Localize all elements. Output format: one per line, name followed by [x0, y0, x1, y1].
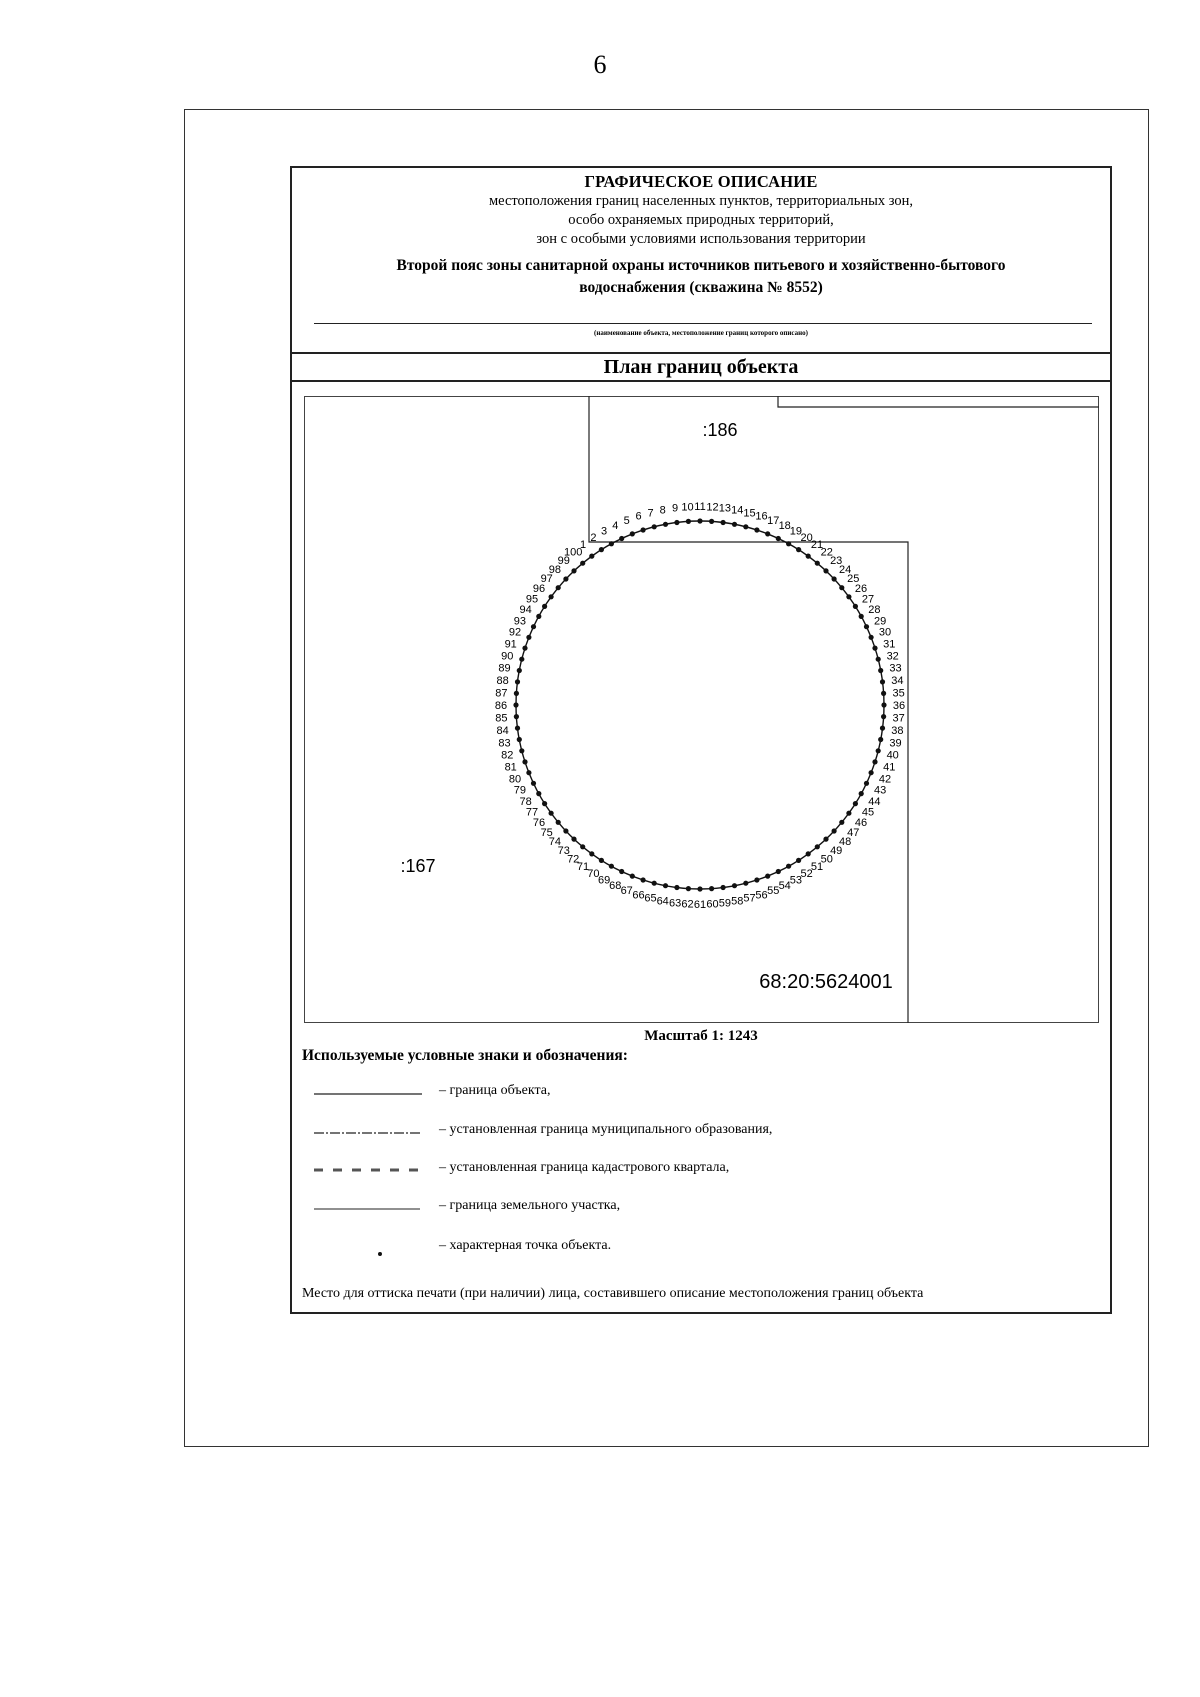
land-plot-boundary-line [589, 396, 908, 1023]
characteristic-point [776, 536, 781, 541]
characteristic-point [542, 801, 547, 806]
point-number-label: 19 [789, 525, 803, 538]
land-plot-boundary-line [778, 396, 1099, 407]
characteristic-point [519, 748, 524, 753]
legend-symbol-solid-line [314, 1085, 424, 1099]
legend-item-object-boundary [292, 1083, 1110, 1105]
characteristic-point [571, 568, 576, 573]
point-number-label: 57 [743, 892, 756, 905]
characteristic-point [754, 877, 759, 882]
characteristic-point [709, 519, 714, 524]
point-number-label: 5 [623, 515, 630, 527]
characteristic-point [580, 844, 585, 849]
characteristic-point [806, 554, 811, 559]
point-number-label: 13 [718, 502, 732, 515]
point-number-label: 82 [501, 749, 514, 762]
characteristic-point [663, 522, 668, 527]
plan-title: План границ объекта [292, 354, 1110, 382]
point-number-label: 46 [854, 817, 868, 829]
plan-frame [305, 397, 1099, 1023]
characteristic-point [796, 858, 801, 863]
point-number-label: 44 [868, 795, 881, 808]
point-number-label: 79 [513, 784, 527, 797]
legend-text: – установленная граница кадастрового квартала, [439, 1160, 730, 1175]
point-number-label: 56 [755, 889, 768, 902]
characteristic-point [641, 527, 646, 532]
characteristic-point [619, 869, 624, 874]
point-number-label: 85 [495, 712, 508, 725]
point-number-label: 39 [889, 737, 902, 750]
legend-item-characteristic-point [292, 1238, 1110, 1260]
subtitle-line: зон с особыми условиями использования территории [536, 231, 866, 247]
characteristic-point [878, 668, 883, 673]
point-number-label: 76 [532, 817, 546, 829]
subtitle-line: местоположения границ населенных пунктов, территориальных зон, [488, 193, 914, 209]
point-number-label: 6 [635, 510, 642, 523]
legend-text: – граница земельного участка, [439, 1198, 621, 1213]
object-name-line: водоснабжения (скважина № 8552) [579, 279, 823, 296]
characteristic-point [609, 541, 614, 546]
point-number-label: 64 [656, 895, 669, 908]
point-number-label: 1 [579, 539, 587, 551]
point-number-label: 12 [706, 501, 719, 514]
parcel-label-186: :186 [702, 420, 738, 440]
characteristic-point [674, 885, 679, 890]
point-number-label: 100 [564, 546, 583, 559]
legend-text: – характерная точка объекта. [439, 1238, 612, 1253]
point-number-label: 62 [681, 898, 694, 911]
point-number-label: 48 [838, 836, 852, 849]
characteristic-point [531, 624, 536, 629]
legend-text: – граница объекта, [439, 1083, 551, 1098]
characteristic-point [556, 585, 561, 590]
characteristic-point [563, 828, 568, 833]
point-number-label: 10 [681, 501, 694, 514]
point-number-label: 84 [496, 724, 509, 737]
point-number-label: 20 [800, 532, 813, 544]
characteristic-point [641, 877, 646, 882]
characteristic-point [853, 801, 858, 806]
point-number-label: 9 [672, 502, 679, 515]
point-number-label: 73 [557, 845, 570, 858]
characteristic-point [599, 547, 604, 552]
point-number-label: 35 [892, 687, 905, 700]
point-number-label: 16 [755, 510, 768, 523]
legend-symbol-dashed-line [314, 1162, 424, 1176]
characteristic-point [776, 869, 781, 874]
point-number-label: 96 [532, 583, 546, 595]
characteristic-point [549, 811, 554, 816]
characteristic-point [859, 791, 864, 796]
point-number-label: 38 [891, 724, 904, 737]
point-number-label: 27 [861, 593, 875, 606]
point-number-label: 40 [886, 749, 899, 762]
point-number-label: 97 [540, 573, 553, 586]
characteristic-point [536, 614, 541, 619]
point-number-label: 91 [504, 638, 517, 651]
point-number-label: 58 [731, 895, 744, 908]
characteristic-point [515, 726, 520, 731]
point-number-label: 55 [767, 885, 780, 897]
stamp-place-caption: Место для оттиска печати (при наличии) лица, составившего описание местоположения границ объекта [302, 1286, 924, 1301]
characteristic-point [522, 646, 527, 651]
cadastral-quarter-label: 68:20:5624001 [759, 971, 893, 993]
point-number-label: 18 [778, 519, 791, 532]
characteristic-point [542, 604, 547, 609]
point-number-label: 22 [820, 546, 833, 559]
point-number-label: 93 [513, 615, 527, 628]
point-number-label: 70 [587, 868, 600, 880]
point-number-label: 17 [767, 515, 780, 527]
characteristic-point [517, 668, 522, 673]
characteristic-point [876, 748, 881, 753]
legend-item-land-plot-boundary [292, 1198, 1110, 1220]
characteristic-point [872, 759, 877, 764]
point-number-label: 74 [548, 836, 562, 849]
characteristic-point [839, 585, 844, 590]
characteristic-point [881, 714, 886, 719]
characteristic-point [765, 531, 770, 536]
characteristic-point [536, 791, 541, 796]
characteristic-point [531, 781, 536, 786]
characteristic-point [663, 883, 668, 888]
characteristic-point [796, 547, 801, 552]
characteristic-point [609, 864, 614, 869]
boundary-plan-drawing [304, 396, 1099, 1023]
point-number-label: 45 [861, 806, 875, 819]
point-number-label: 11 [694, 501, 706, 513]
point-number-label: 29 [873, 615, 887, 628]
characteristic-point [549, 594, 554, 599]
characteristic-point [786, 541, 791, 546]
characteristic-point [517, 737, 522, 742]
point-number-label: 61 [693, 899, 707, 911]
characteristic-point [513, 702, 518, 707]
point-number-label: 28 [868, 604, 881, 617]
point-number-label: 15 [743, 507, 756, 520]
characteristic-point [880, 726, 885, 731]
point-number-label: 98 [548, 563, 562, 576]
characteristic-point [732, 883, 737, 888]
characteristic-point [526, 770, 531, 775]
characteristic-point [721, 520, 726, 525]
legend-symbol-dash-dot-line [314, 1124, 424, 1138]
legend-symbol-thin-line [314, 1200, 424, 1214]
characteristic-point [697, 518, 702, 523]
characteristic-point [832, 828, 837, 833]
point-number-label: 3 [601, 525, 608, 538]
point-number-label: 43 [873, 784, 887, 797]
characteristic-point [876, 657, 881, 662]
point-number-label: 63 [668, 897, 682, 910]
point-number-label: 86 [494, 700, 508, 712]
point-number-label: 90 [501, 650, 514, 663]
characteristic-point [514, 691, 519, 696]
characteristic-point [652, 881, 657, 886]
characteristic-point [754, 527, 759, 532]
characteristic-point [514, 714, 519, 719]
point-number-label: 26 [854, 583, 868, 595]
point-number-label: 54 [778, 880, 791, 893]
point-number-label: 59 [718, 897, 732, 910]
object-name-caption: (наименование объекта, местоположение границ которого описано) [594, 329, 808, 337]
characteristic-point [859, 614, 864, 619]
subtitle-line: особо охраняемых природных территорий, [568, 212, 834, 228]
characteristic-point [630, 531, 635, 536]
point-number-label: 25 [847, 573, 860, 586]
characteristic-point [872, 646, 877, 651]
characteristic-point [881, 691, 886, 696]
point-number-label: 89 [498, 662, 511, 675]
point-number-label: 65 [644, 892, 657, 905]
point-number-label: 81 [504, 761, 517, 774]
characteristic-point [709, 886, 714, 891]
point-number-label: 71 [576, 861, 590, 873]
characteristic-point [853, 604, 858, 609]
point-number-label: 66 [632, 889, 645, 902]
characteristic-point [880, 679, 885, 684]
point-number-label: 72 [567, 853, 580, 866]
object-name-line: Второй пояс зоны санитарной охраны источников питьевого и хозяйственно-бытового [396, 257, 1006, 274]
characteristic-point [697, 886, 702, 891]
characteristic-point [674, 520, 679, 525]
characteristic-point [846, 811, 851, 816]
point-number-label: 95 [525, 593, 539, 606]
characteristic-point [786, 864, 791, 869]
document-title: ГРАФИЧЕСКОЕ ОПИСАНИЕ [584, 172, 818, 191]
point-number-label: 49 [830, 845, 843, 858]
legend-symbol-point [314, 1240, 424, 1260]
point-number-label: 53 [789, 874, 803, 887]
graphic-description-form [290, 166, 1112, 1314]
point-number-label: 67 [620, 885, 633, 897]
object-name [292, 255, 1110, 299]
point-number-label: 42 [878, 773, 892, 786]
characteristic-point [846, 594, 851, 599]
point-number-label: 36 [892, 700, 906, 712]
point-number-label: 32 [886, 650, 899, 663]
point-number-label: 41 [883, 761, 896, 774]
characteristic-point [599, 858, 604, 863]
characteristic-point [652, 524, 657, 529]
parcel-label-167: :167 [400, 856, 436, 876]
point-number-label: 33 [889, 662, 902, 675]
point-number-label: 87 [495, 687, 508, 700]
characteristic-point [519, 657, 524, 662]
characteristic-point [864, 781, 869, 786]
form-header [292, 168, 1110, 354]
point-number-label: 80 [508, 773, 522, 786]
point-number-label: 24 [838, 563, 852, 576]
point-number-label: 2 [590, 532, 597, 544]
legend-text: – установленная граница муниципального образования, [439, 1122, 773, 1137]
point-number-label: 83 [498, 737, 511, 750]
characteristic-point [563, 576, 568, 581]
characteristic-point [823, 837, 828, 842]
point-number-label: 51 [810, 861, 824, 873]
point-number-label: 77 [525, 806, 539, 819]
characteristic-point [556, 820, 561, 825]
point-number-label: 50 [820, 853, 833, 866]
point-number-label: 21 [810, 539, 824, 551]
point-number-label: 99 [557, 554, 570, 567]
characteristic-point [589, 851, 594, 856]
characteristic-point [571, 837, 576, 842]
characteristic-point [589, 554, 594, 559]
characteristic-point [743, 524, 748, 529]
characteristic-point [526, 635, 531, 640]
point-number-label: 37 [892, 712, 905, 725]
point-number-label: 31 [883, 638, 896, 651]
point-number-label: 68 [609, 880, 622, 893]
point-number-label: 34 [891, 675, 904, 688]
characteristic-point [839, 820, 844, 825]
characteristic-point [522, 759, 527, 764]
point-number-label: 7 [647, 507, 654, 520]
characteristic-point [515, 679, 520, 684]
point-number-label: 52 [800, 868, 813, 880]
point-number-label: 69 [597, 874, 611, 887]
legend-title: Используемые условные знаки и обозначения: [302, 1047, 628, 1064]
characteristic-point [815, 844, 820, 849]
characteristic-point [721, 885, 726, 890]
characteristic-point [743, 881, 748, 886]
characteristic-point [686, 519, 691, 524]
point-number-label: 30 [878, 626, 892, 639]
legend-item-cadastral-quarter-boundary [292, 1160, 1110, 1182]
characteristic-point [765, 874, 770, 879]
point-number-label: 60 [706, 898, 719, 911]
characteristic-point [869, 770, 874, 775]
plan-scale: Масштаб 1: 1243 [644, 1028, 758, 1044]
characteristic-point [815, 561, 820, 566]
characteristic-point [580, 561, 585, 566]
page-number: 6 [593, 50, 607, 79]
point-number-label: 8 [659, 504, 666, 517]
characteristic-point [619, 536, 624, 541]
characteristic-point [806, 851, 811, 856]
point-number-label: 4 [612, 519, 619, 532]
point-number-label: 75 [540, 826, 553, 839]
characteristic-point [881, 702, 886, 707]
point-number-label: 88 [496, 675, 509, 688]
characteristic-point [686, 886, 691, 891]
point-number-label: 47 [847, 826, 860, 839]
characteristic-point [732, 522, 737, 527]
point-number-label: 23 [830, 554, 843, 567]
point-number-label: 78 [519, 795, 532, 808]
characteristic-point [630, 874, 635, 879]
object-name-underline [314, 323, 1092, 324]
document-subtitle [292, 192, 1110, 249]
characteristic-points [495, 501, 905, 911]
characteristic-point [878, 737, 883, 742]
characteristic-point [823, 568, 828, 573]
point-number-label: 14 [731, 504, 744, 517]
point-number-label: 94 [519, 604, 532, 617]
characteristic-point [869, 635, 874, 640]
characteristic-point [832, 576, 837, 581]
point-number-label: 92 [508, 626, 522, 639]
legend-item-municipal-boundary [292, 1122, 1110, 1144]
characteristic-point [864, 624, 869, 629]
